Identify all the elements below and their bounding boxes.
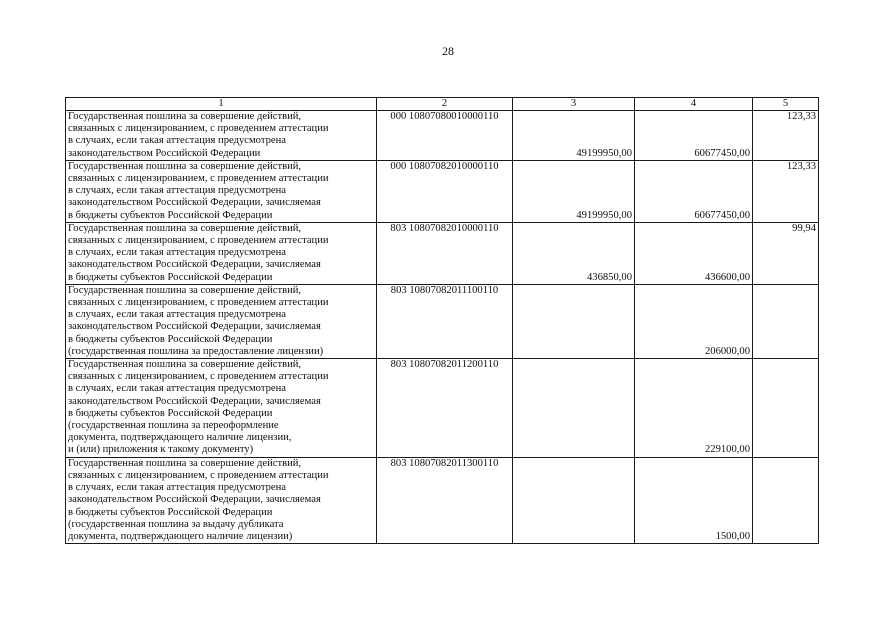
row-name-line: законодательством Российской Федерации, зачисляемая xyxy=(68,321,321,333)
row-col4-cell: 206000,00 xyxy=(635,284,753,358)
row-name-line: Государственная пошлина за совершение действий, xyxy=(68,457,302,469)
table-row xyxy=(66,111,819,161)
row-col5-cell xyxy=(753,284,819,358)
row-name-line: связанных с лицензированием, с проведением аттестации xyxy=(68,297,329,309)
row-name-line: законодательством Российской Федерации, зачисляемая xyxy=(68,197,321,209)
row-col5-cell: 123,33 xyxy=(753,111,819,161)
row-name-line: в случаях, если такая аттестация предусмотрена xyxy=(68,135,286,147)
table-body xyxy=(66,111,819,544)
row-name-line: в бюджеты субъектов Российской Федерации xyxy=(68,506,273,518)
revenue-table xyxy=(65,97,819,544)
page-number: 28 xyxy=(442,44,454,58)
row-col3-cell: 49199950,00 xyxy=(513,111,635,161)
row-name-line: законодательством Российской Федерации, зачисляемая xyxy=(68,494,321,506)
row-name-line: в бюджеты субъектов Российской Федерации xyxy=(68,271,273,283)
row-name-cell xyxy=(66,111,377,161)
row-name-line: Государственная пошлина за совершение действий, xyxy=(68,359,302,371)
row-col4-cell: 60677450,00 xyxy=(635,111,753,161)
row-name-line: связанных с лицензированием, с проведением аттестации xyxy=(68,371,329,383)
row-code-cell: 803 10807082011200110 xyxy=(377,359,513,458)
row-name-line: (государственная пошлина за переоформление xyxy=(68,420,279,432)
row-name-line: в бюджеты субъектов Российской Федерации xyxy=(68,209,273,221)
row-col4-cell: 1500,00 xyxy=(635,457,753,543)
row-name-line: в случаях, если такая аттестация предусмотрена xyxy=(68,185,286,197)
row-name-line: (государственная пошлина за выдачу дубликата xyxy=(68,518,284,530)
row-col3-cell xyxy=(513,359,635,458)
row-name-line: в бюджеты субъектов Российской Федерации xyxy=(68,333,273,345)
row-col4-cell: 229100,00 xyxy=(635,359,753,458)
row-name-line: связанных с лицензированием, с проведением аттестации xyxy=(68,123,329,135)
row-name-cell xyxy=(66,160,377,222)
row-name-line: (государственная пошлина за предоставление лицензии) xyxy=(68,345,324,357)
row-name-line: и (или) приложения к такому документу) xyxy=(68,444,254,456)
row-name-line: законодательством Российской Федерации xyxy=(68,147,261,159)
row-name-line: в случаях, если такая аттестация предусмотрена xyxy=(68,247,286,259)
row-col5-cell xyxy=(753,457,819,543)
header-col-2: 2 xyxy=(377,98,513,111)
row-col3-cell: 49199950,00 xyxy=(513,160,635,222)
row-name-cell xyxy=(66,359,377,458)
row-name-line: Государственная пошлина за совершение действий, xyxy=(68,111,302,122)
table-row xyxy=(66,222,819,284)
row-col4-cell: 436600,00 xyxy=(635,222,753,284)
header-col-3: 3 xyxy=(513,98,635,111)
row-name-line: связанных с лицензированием, с проведением аттестации xyxy=(68,235,329,247)
row-code-cell: 803 10807082011300110 xyxy=(377,457,513,543)
row-col5-cell xyxy=(753,359,819,458)
table-row xyxy=(66,359,819,458)
header-col-1: 1 xyxy=(66,98,377,111)
row-name-line: Государственная пошлина за совершение действий, xyxy=(68,222,302,234)
table-row xyxy=(66,457,819,543)
row-name-line: законодательством Российской Федерации, зачисляемая xyxy=(68,395,321,407)
row-name-line: законодательством Российской Федерации, зачисляемая xyxy=(68,259,321,271)
row-name-line: в случаях, если такая аттестация предусмотрена xyxy=(68,309,286,321)
row-col4-cell: 60677450,00 xyxy=(635,160,753,222)
row-name-line: в бюджеты субъектов Российской Федерации xyxy=(68,407,273,419)
row-name-line: Государственная пошлина за совершение действий, xyxy=(68,160,302,172)
row-col5-cell: 99,94 xyxy=(753,222,819,284)
row-col3-cell xyxy=(513,457,635,543)
row-code-cell: 000 10807082010000110 xyxy=(377,160,513,222)
row-col3-cell xyxy=(513,284,635,358)
row-name-line: связанных с лицензированием, с проведением аттестации xyxy=(68,173,329,185)
row-name-cell xyxy=(66,457,377,543)
row-name-cell xyxy=(66,222,377,284)
row-col5-cell: 123,33 xyxy=(753,160,819,222)
row-code-cell: 803 10807082011100110 xyxy=(377,284,513,358)
header-col-4: 4 xyxy=(635,98,753,111)
row-name-line: Государственная пошлина за совершение действий, xyxy=(68,284,302,296)
row-name-line: в случаях, если такая аттестация предусмотрена xyxy=(68,383,286,395)
row-code-cell: 000 10807080010000110 xyxy=(377,111,513,161)
row-name-line: в случаях, если такая аттестация предусмотрена xyxy=(68,482,286,494)
row-name-line: документа, подтверждающего наличие лицензии, xyxy=(68,432,292,444)
row-name-line: связанных с лицензированием, с проведением аттестации xyxy=(68,469,329,481)
header-col-5: 5 xyxy=(753,98,819,111)
row-name-line: документа, подтверждающего наличие лицензии) xyxy=(68,530,293,542)
row-col3-cell: 436850,00 xyxy=(513,222,635,284)
table-row xyxy=(66,160,819,222)
row-code-cell: 803 10807082010000110 xyxy=(377,222,513,284)
table-row xyxy=(66,284,819,358)
row-name-cell xyxy=(66,284,377,358)
table-header-row xyxy=(66,98,819,111)
